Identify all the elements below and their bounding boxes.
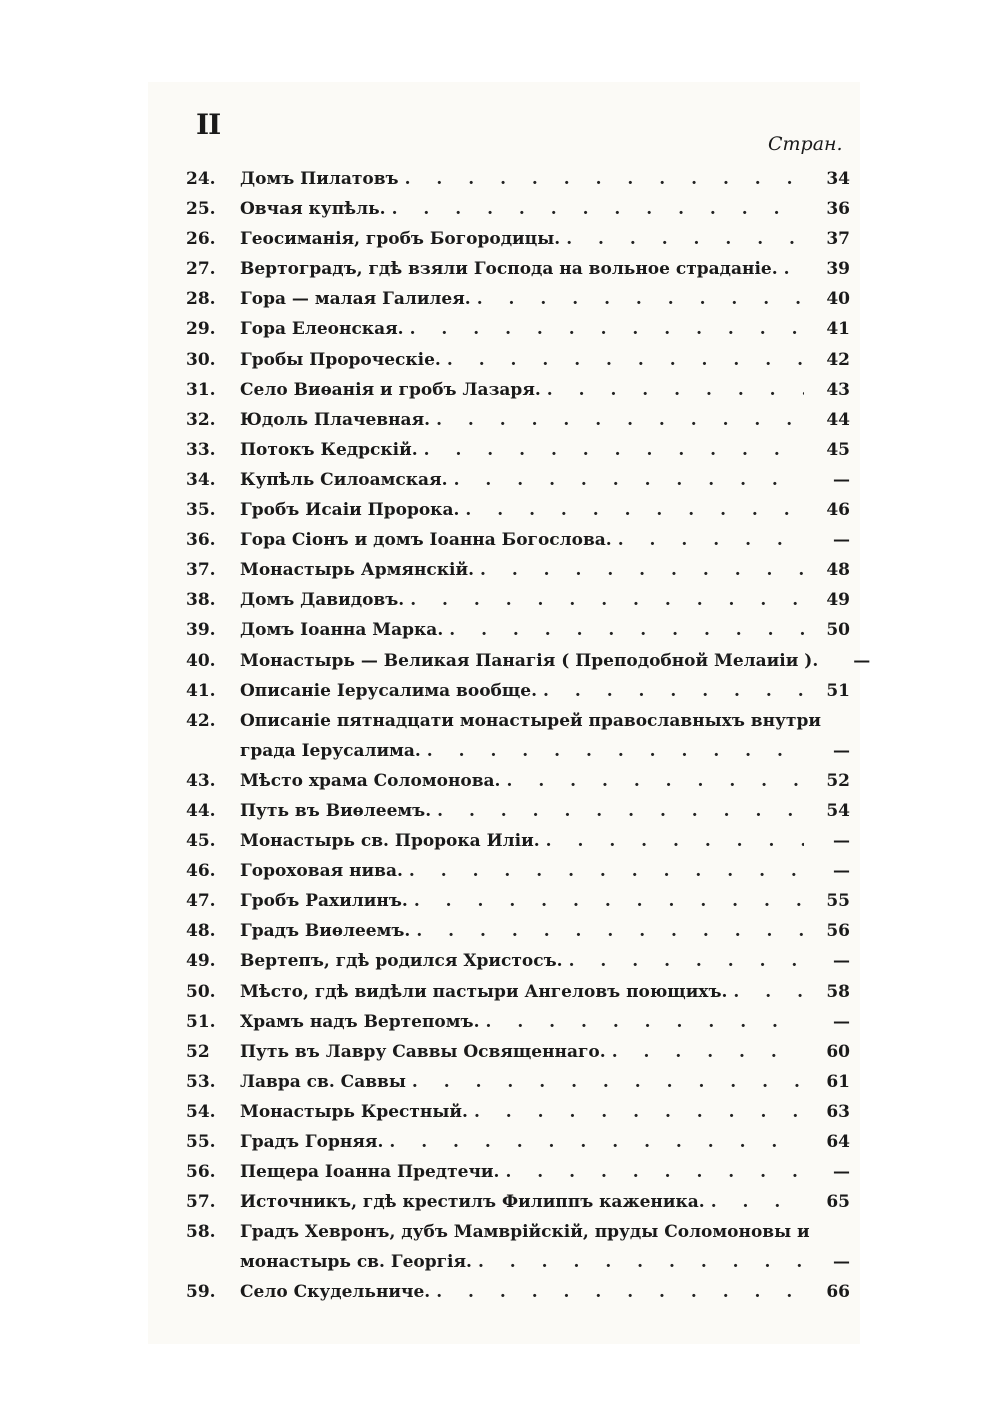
toc-entry xyxy=(186,1277,850,1307)
entry-number: 31. xyxy=(186,379,216,400)
dot-leader xyxy=(618,525,804,555)
toc-entry xyxy=(186,826,850,856)
dot-leader xyxy=(427,736,804,766)
dot-leader xyxy=(505,1157,804,1187)
dot-leader xyxy=(389,1127,804,1157)
dot-leader xyxy=(409,856,804,886)
entry-number: 32. xyxy=(186,409,216,430)
entry-number: 52 xyxy=(186,1041,210,1062)
dot-leader xyxy=(410,585,804,615)
dot-leader xyxy=(474,1097,804,1127)
toc-entry xyxy=(186,525,850,555)
entry-title: Вертепъ, гдѣ родился Христосъ. xyxy=(240,951,563,972)
entry-title: Описаніе Іерусалима вообще. xyxy=(240,680,538,701)
toc-entry xyxy=(186,1127,850,1157)
entry-page: — xyxy=(833,1011,850,1032)
entry-title: Храмъ надъ Вертепомъ. xyxy=(240,1011,480,1032)
entry-title: Путь въ Лавру Саввы Освященнаго. xyxy=(240,1041,606,1062)
entry-page: 34 xyxy=(826,169,850,189)
dot-leader xyxy=(447,345,804,375)
entry-page: 41 xyxy=(826,319,850,340)
dot-leader xyxy=(612,1037,804,1067)
entry-page: 44 xyxy=(826,409,850,430)
dot-leader xyxy=(410,314,804,344)
entry-page: 46 xyxy=(826,500,850,521)
entry-page: — xyxy=(833,1162,850,1183)
table-of-contents xyxy=(186,164,871,1308)
dot-leader xyxy=(486,1007,805,1037)
entry-page: 66 xyxy=(826,1282,850,1303)
dot-leader xyxy=(449,615,804,645)
entry-title: Гробъ Рахилинъ. xyxy=(240,891,408,912)
entry-title: Источникъ, гдѣ крестилъ Филиппъ каженика. xyxy=(240,1192,705,1213)
entry-page: — xyxy=(833,740,850,761)
toc-entry xyxy=(186,1247,850,1277)
toc-entry xyxy=(186,194,850,224)
entry-title: Пещера Іоанна Предтечи. xyxy=(240,1162,500,1183)
toc-entry xyxy=(186,495,850,525)
dot-leader xyxy=(506,766,804,796)
dot-leader xyxy=(424,435,804,465)
entry-page: 50 xyxy=(826,620,850,641)
toc-entry xyxy=(186,796,850,826)
entry-number: 42. xyxy=(186,710,216,731)
dot-leader xyxy=(480,555,804,585)
entry-number: 25. xyxy=(186,199,216,220)
entry-title: Гора Елеонская. xyxy=(240,319,404,340)
entry-title: Геосиманія, гробъ Богородицы. xyxy=(240,229,561,250)
entry-title: Градъ Виѳлеемъ. xyxy=(240,921,411,942)
entry-page: 49 xyxy=(826,590,850,611)
entry-number: 36. xyxy=(186,530,216,551)
entry-number: 34. xyxy=(186,469,216,490)
toc-entry xyxy=(186,646,871,676)
toc-entry xyxy=(186,284,850,314)
entry-page: 43 xyxy=(826,379,850,400)
entry-number: 57. xyxy=(186,1192,216,1213)
toc-entry xyxy=(186,435,850,465)
toc-entry xyxy=(186,856,850,886)
entry-title: Юдоль Плачевная. xyxy=(240,409,431,430)
entry-title: Домъ Пилатовъ xyxy=(240,169,399,189)
entry-title: Гробъ Исаіи Пророка. xyxy=(240,500,460,521)
entry-page: 63 xyxy=(826,1101,850,1122)
entry-title: Село Скудельниче. xyxy=(240,1282,431,1303)
dot-leader xyxy=(477,284,804,314)
dot-leader xyxy=(412,1067,804,1097)
toc-entry xyxy=(186,916,850,946)
entry-page: 52 xyxy=(826,770,850,791)
page-number: II xyxy=(196,108,221,141)
toc-entry xyxy=(186,1097,850,1127)
entry-number: 55. xyxy=(186,1132,216,1152)
dot-leader xyxy=(547,375,804,405)
toc-entry xyxy=(186,1187,850,1217)
dot-leader xyxy=(405,164,804,194)
entry-title: Монастырь — Великая Панагія ( Преподобной Мелаиіи ). xyxy=(240,650,819,671)
dot-leader xyxy=(414,886,804,916)
entry-title: Мѣсто, гдѣ видѣли пастыри Ангеловъ поющихъ. xyxy=(240,981,728,1002)
entry-page: 64 xyxy=(826,1132,850,1152)
toc-entry xyxy=(186,706,850,736)
entry-number: 38. xyxy=(186,590,216,611)
page-column-header: Стран. xyxy=(768,133,843,155)
toc-entry xyxy=(186,465,850,495)
entry-page: — xyxy=(833,1252,850,1273)
entry-page: 65 xyxy=(826,1192,850,1213)
entry-number: 50. xyxy=(186,981,216,1002)
entry-number: 49. xyxy=(186,951,216,972)
entry-title: Лавра св. Саввы xyxy=(240,1071,406,1092)
entry-page: 39 xyxy=(826,259,850,280)
dot-leader xyxy=(784,254,804,284)
toc-entry xyxy=(186,585,850,615)
dot-leader xyxy=(465,495,804,525)
entry-title: Гора — малая Галилея. xyxy=(240,289,471,310)
toc-entry xyxy=(186,1217,850,1247)
toc-entry xyxy=(186,1007,850,1037)
entry-page: 37 xyxy=(826,229,850,250)
toc-entry xyxy=(186,977,850,1007)
dot-leader xyxy=(569,946,804,976)
dot-leader xyxy=(392,194,804,224)
toc-entry xyxy=(186,224,850,254)
entry-number: 40. xyxy=(186,650,216,671)
entry-title: Описаніе пятнадцати монастырей православныхъ внутри xyxy=(240,710,821,731)
entry-number: 51. xyxy=(186,1011,216,1032)
toc-entry xyxy=(186,164,850,194)
entry-number: 59. xyxy=(186,1282,216,1303)
entry-page: 51 xyxy=(826,680,850,701)
entry-number: 46. xyxy=(186,861,216,882)
entry-number: 54. xyxy=(186,1101,216,1122)
entry-number: 33. xyxy=(186,439,216,460)
entry-number: 44. xyxy=(186,800,216,821)
entry-page: 55 xyxy=(826,891,850,912)
entry-number: 43. xyxy=(186,770,216,791)
entry-title: Домъ Іоанна Марка. xyxy=(240,620,444,641)
dot-leader xyxy=(416,916,804,946)
entry-title: Гора Сіонъ и домъ Іоанна Богослова. xyxy=(240,530,612,551)
toc-entry xyxy=(186,766,850,796)
toc-entry xyxy=(186,254,850,284)
dot-leader xyxy=(454,465,804,495)
entry-page: 36 xyxy=(826,199,850,220)
entry-title: Мѣсто храма Соломонова. xyxy=(240,770,501,791)
toc-entry xyxy=(186,886,850,916)
entry-title: Гробы Пророческіе. xyxy=(240,349,441,370)
toc-entry xyxy=(186,736,850,766)
entry-number: 58. xyxy=(186,1222,216,1243)
entry-number: 28. xyxy=(186,289,216,310)
entry-page: — xyxy=(833,861,850,882)
entry-title: Гороховая нива. xyxy=(240,861,403,882)
entry-page: — xyxy=(833,831,850,852)
entry-title: Градъ Хевронъ, дубъ Мамврійскій, пруды Соломоновы и xyxy=(240,1222,810,1243)
entry-title: Градъ Горняя. xyxy=(240,1132,384,1152)
entry-title: Село Виѳанія и гробъ Лазаря. xyxy=(240,379,541,400)
entry-page: — xyxy=(833,469,850,490)
toc-entry xyxy=(186,1157,850,1187)
entry-title: Путь въ Виѳлеемъ. xyxy=(240,800,432,821)
entry-number: 37. xyxy=(186,560,216,581)
entry-title: Монастырь Крестный. xyxy=(240,1101,468,1122)
entry-page: — xyxy=(833,530,850,551)
dot-leader xyxy=(711,1187,804,1217)
toc-entry xyxy=(186,375,850,405)
entry-page: 45 xyxy=(826,439,850,460)
entry-title: града Іерусалима. xyxy=(240,740,421,761)
entry-page: 61 xyxy=(826,1071,850,1092)
entry-title: Монастырь св. Пророка Иліи. xyxy=(240,831,540,852)
entry-number: 30. xyxy=(186,349,216,370)
toc-entry xyxy=(186,615,850,645)
toc-entry xyxy=(186,1067,850,1097)
entry-page: 60 xyxy=(826,1041,850,1062)
entry-number: 48. xyxy=(186,921,216,942)
toc-entry xyxy=(186,405,850,435)
dot-leader xyxy=(478,1247,804,1277)
dot-leader xyxy=(543,676,804,706)
toc-entry xyxy=(186,555,850,585)
entry-page: 40 xyxy=(826,289,850,310)
entry-number: 56. xyxy=(186,1162,216,1183)
entry-title: Вертоградъ, гдѣ взяли Господа на вольное страданіе. xyxy=(240,259,778,280)
entry-page: — xyxy=(853,650,871,671)
entry-page: 54 xyxy=(826,800,850,821)
entry-title: Купѣль Силоамская. xyxy=(240,469,448,490)
entry-number: 47. xyxy=(186,891,216,912)
toc-entry xyxy=(186,1037,850,1067)
toc-entry xyxy=(186,676,850,706)
entry-number: 27. xyxy=(186,259,216,280)
entry-number: 26. xyxy=(186,229,216,250)
dot-leader xyxy=(733,977,804,1007)
toc-entry xyxy=(186,314,850,344)
entry-title: Потокъ Кедрскій. xyxy=(240,439,418,460)
entry-title: Овчая купѣль. xyxy=(240,199,386,220)
entry-number: 41. xyxy=(186,680,216,701)
entry-number: 39. xyxy=(186,620,216,641)
dot-leader xyxy=(546,826,804,856)
dot-leader xyxy=(566,224,804,254)
entry-number: 35. xyxy=(186,500,216,521)
toc-entry xyxy=(186,946,850,976)
entry-number: 24. xyxy=(186,169,216,189)
dot-leader xyxy=(436,1277,804,1307)
entry-page: 42 xyxy=(826,349,850,370)
entry-title: Монастырь Армянскій. xyxy=(240,560,474,581)
dot-leader xyxy=(436,405,804,435)
entry-page: 56 xyxy=(826,921,850,942)
toc-entry xyxy=(186,345,850,375)
entry-number: 29. xyxy=(186,319,216,340)
entry-title: Домъ Давидовъ. xyxy=(240,590,405,611)
entry-number: 53. xyxy=(186,1071,216,1092)
dot-leader xyxy=(437,796,804,826)
entry-page: 48 xyxy=(826,560,850,581)
entry-title: монастырь св. Георгія. xyxy=(240,1252,472,1273)
entry-page: 58 xyxy=(826,981,850,1002)
entry-number: 45. xyxy=(186,831,216,852)
entry-page: — xyxy=(833,951,850,972)
